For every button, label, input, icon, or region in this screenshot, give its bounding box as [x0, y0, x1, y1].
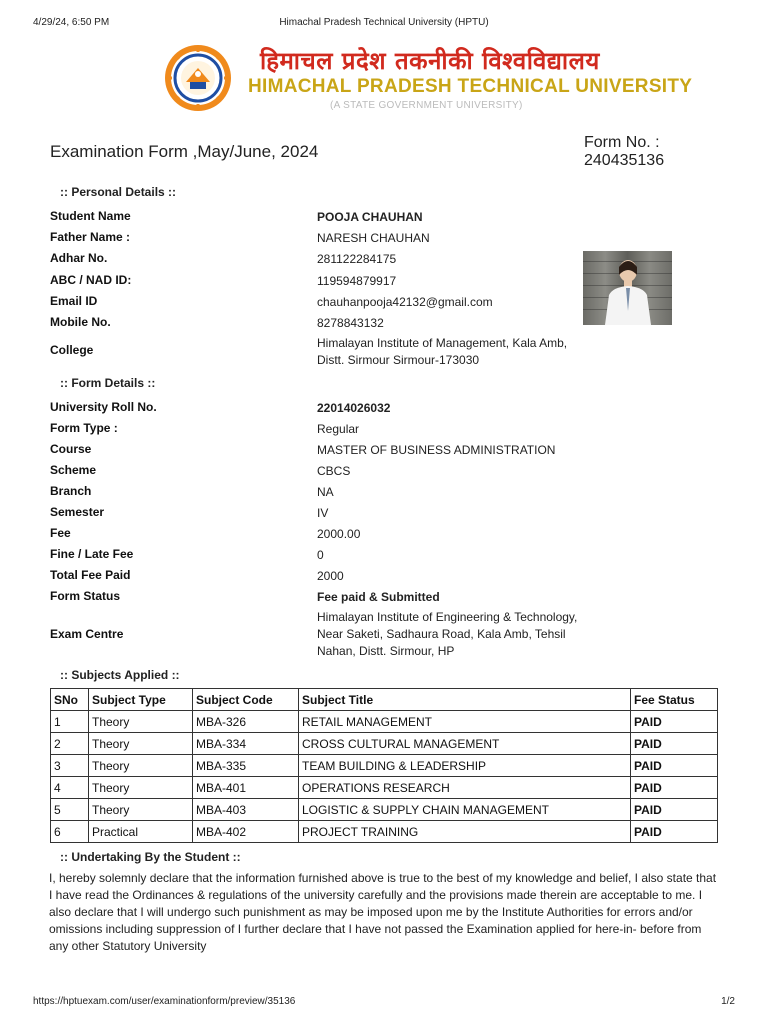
table-row [51, 777, 718, 799]
fee-status-cell: PAID [631, 733, 718, 755]
father-name-label: Father Name : [50, 230, 131, 244]
roll-value: 22014026032 [317, 401, 391, 415]
subjects-header-row [51, 689, 718, 711]
subject-type-cell: Theory [89, 799, 193, 821]
subject-code-cell: MBA-403 [193, 799, 299, 821]
subject-type-cell: Theory [89, 711, 193, 733]
form-number: 240435136 [584, 152, 665, 169]
abc-value: 119594879917 [317, 274, 397, 288]
semester-label: Semester [50, 505, 105, 519]
semester-value: IV [317, 506, 329, 520]
subject-title-cell: CROSS CULTURAL MANAGEMENT [299, 733, 631, 755]
col-fee-status: Fee Status [631, 689, 718, 711]
mobile-label: Mobile No. [50, 315, 111, 329]
course-label: Course [50, 442, 92, 456]
subject-type-cell: Theory [89, 733, 193, 755]
adhar-label: Adhar No. [50, 251, 108, 265]
fee-status-cell: PAID [631, 777, 718, 799]
student-name-label: Student Name [50, 209, 131, 223]
college-value: Himalayan Institute of Management, Kala Amb, Distt. Sirmour Sirmour-173030 [317, 336, 568, 367]
fee-value: 2000.00 [317, 527, 361, 541]
print-datetime: 4/29/24, 6:50 PM [33, 17, 110, 28]
sno-cell: 6 [51, 821, 89, 843]
total-fee-label: Total Fee Paid [50, 568, 131, 582]
form-type-value: Regular [317, 422, 360, 436]
mobile-value: 8278843132 [317, 316, 384, 330]
scheme-label: Scheme [50, 463, 97, 477]
table-row [51, 733, 718, 755]
fee-status-cell: PAID [631, 799, 718, 821]
subjects-heading: :: Subjects Applied :: [60, 668, 180, 682]
col-sno: SNo [51, 689, 89, 711]
subject-title-cell: RETAIL MANAGEMENT [299, 711, 631, 733]
fine-label: Fine / Late Fee [50, 547, 134, 561]
college-label: College [50, 343, 94, 357]
col-subject-title: Subject Title [299, 689, 631, 711]
subject-code-cell: MBA-334 [193, 733, 299, 755]
roll-label: University Roll No. [50, 400, 157, 414]
form-details-heading: :: Form Details :: [60, 376, 156, 390]
sno-cell: 3 [51, 755, 89, 777]
form-status-label: Form Status [50, 589, 121, 603]
subject-code-cell: MBA-335 [193, 755, 299, 777]
subject-code-cell: MBA-401 [193, 777, 299, 799]
form-title: Examination Form ,May/June, 2024 [50, 142, 319, 161]
university-header [160, 40, 693, 120]
total-fee-value: 2000 [317, 569, 344, 583]
father-name-value: NARESH CHAUHAN [317, 231, 430, 245]
table-row [51, 755, 718, 777]
sno-cell: 2 [51, 733, 89, 755]
sno-cell: 5 [51, 799, 89, 821]
fee-status-cell: PAID [631, 755, 718, 777]
branch-label: Branch [50, 484, 92, 498]
page-number: 1/2 [721, 996, 735, 1007]
form-status-value: Fee paid & Submitted [317, 590, 440, 604]
scheme-value: CBCS [317, 464, 351, 478]
student-photo [583, 251, 672, 325]
university-logo-icon [164, 44, 232, 112]
email-value: chauhanpooja42132@gmail.com [317, 295, 493, 309]
col-subject-type: Subject Type [89, 689, 193, 711]
fine-value: 0 [317, 548, 324, 562]
subjects-table [50, 688, 718, 843]
table-row [51, 711, 718, 733]
subject-type-cell: Theory [89, 777, 193, 799]
fee-status-cell: PAID [631, 821, 718, 843]
subject-title-cell: OPERATIONS RESEARCH [299, 777, 631, 799]
subject-title-cell: TEAM BUILDING & LEADERSHIP [299, 755, 631, 777]
print-page-title: Himachal Pradesh Technical University (HPTU) [279, 17, 489, 28]
university-subtitle: (A STATE GOVERNMENT UNIVERSITY) [330, 100, 523, 111]
undertaking-heading: :: Undertaking By the Student :: [60, 850, 241, 864]
fee-label: Fee [50, 526, 71, 540]
table-row [51, 799, 718, 821]
exam-centre-value: Himalayan Institute of Engineering & Technology, Near Saketi, Sadhaura Road, Kala Amb, Tehsil Nahan, Distt. Sirmour, HP [317, 610, 578, 658]
subject-code-cell: MBA-402 [193, 821, 299, 843]
subject-code-cell: MBA-326 [193, 711, 299, 733]
form-number-block [584, 134, 664, 170]
student-name-value: POOJA CHAUHAN [317, 210, 423, 224]
university-name-hindi: हिमाचल प्रदेश तकनीकी विश्वविद्यालय [260, 47, 600, 75]
fee-status-cell: PAID [631, 711, 718, 733]
table-row [51, 821, 718, 843]
adhar-value: 281122284175 [317, 252, 397, 266]
personal-details-heading: :: Personal Details :: [60, 185, 177, 199]
sno-cell: 1 [51, 711, 89, 733]
subject-type-cell: Practical [89, 821, 193, 843]
abc-label: ABC / NAD ID: [50, 273, 132, 287]
branch-value: NA [317, 485, 334, 499]
sno-cell: 4 [51, 777, 89, 799]
email-label: Email ID [50, 294, 98, 308]
course-value: MASTER OF BUSINESS ADMINISTRATION [317, 443, 556, 457]
subject-title-cell: LOGISTIC & SUPPLY CHAIN MANAGEMENT [299, 799, 631, 821]
person-icon [583, 251, 672, 325]
page-url: https://hptuexam.com/user/examinationform/preview/35136 [33, 996, 296, 1007]
subject-title-cell: PROJECT TRAINING [299, 821, 631, 843]
col-subject-code: Subject Code [193, 689, 299, 711]
subject-type-cell: Theory [89, 755, 193, 777]
form-number-label: Form No. : [584, 134, 660, 151]
form-type-label: Form Type : [50, 421, 118, 435]
undertaking-text: I, hereby solemnly declare that the information furnished above is true to the best of my knowledge and belief, I also state that I have read the Ordinances & regulations of the university carefully and the provisions made therein are acceptable to me. I also declare that I will undergo such punishment as may be imposed upon me by the Institute Authorities for errors and/or omissions including suppression of I further declare that I have not passed the Examination applied for here-in- before from any other Statutory University [49, 871, 717, 953]
exam-centre-label: Exam Centre [50, 627, 124, 641]
university-name-english: HIMACHAL PRADESH TECHNICAL UNIVERSITY [248, 76, 693, 97]
